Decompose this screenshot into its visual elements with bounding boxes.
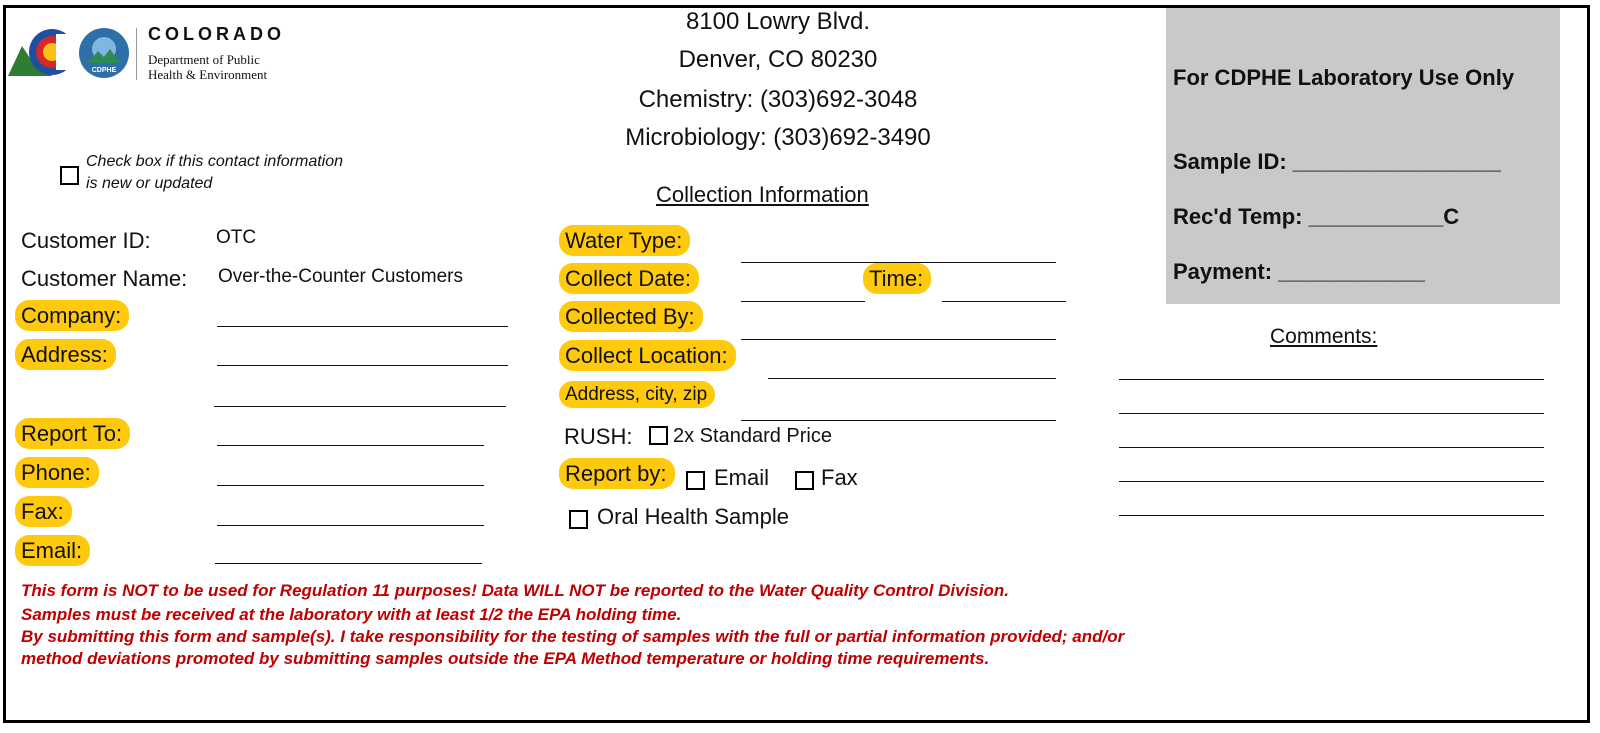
time-label: Time: bbox=[863, 266, 931, 292]
report-fax-checkbox[interactable] bbox=[795, 471, 814, 490]
collect-location-field[interactable] bbox=[768, 378, 1056, 379]
address-city-zip-field[interactable] bbox=[741, 420, 1056, 421]
fax-label: Fax: bbox=[15, 499, 72, 525]
time-field[interactable] bbox=[942, 301, 1066, 302]
fax-field[interactable] bbox=[217, 525, 484, 526]
logo-dept-line2: Health & Environment bbox=[148, 67, 268, 82]
customer-id-label: Customer ID: bbox=[21, 228, 151, 253]
report-email-checkbox[interactable] bbox=[686, 471, 705, 490]
sample-id-field[interactable]: Sample ID: _________________ bbox=[1173, 149, 1501, 174]
lab-chemistry-phone: Chemistry: (303)692-3048 bbox=[638, 86, 918, 113]
logo-dept-line1: Department of Public bbox=[148, 52, 260, 67]
phone-field[interactable] bbox=[217, 485, 484, 486]
lab-city: Denver, CO 80230 bbox=[678, 46, 878, 73]
report-by-label: Report by: bbox=[559, 461, 675, 487]
rush-label: RUSH: bbox=[564, 424, 633, 449]
address-label: Address: bbox=[15, 342, 116, 368]
contact-updated-checkbox[interactable] bbox=[60, 166, 79, 185]
collect-location-label: Collect Location: bbox=[559, 343, 736, 369]
email-label: Email: bbox=[15, 538, 90, 564]
colorado-c-icon bbox=[8, 24, 76, 82]
lab-microbiology-phone: Microbiology: (303)692-3490 bbox=[625, 124, 931, 151]
colorado-logo bbox=[8, 24, 76, 82]
customer-id-value: OTC bbox=[216, 227, 257, 248]
report-to-field[interactable] bbox=[217, 445, 484, 446]
email-field[interactable] bbox=[215, 563, 482, 564]
lab-use-title: For CDPHE Laboratory Use Only bbox=[1173, 65, 1515, 90]
company-label: Company: bbox=[15, 303, 129, 329]
comment-line-3[interactable] bbox=[1119, 447, 1544, 448]
comment-line-1[interactable] bbox=[1119, 379, 1544, 380]
cdphe-seal-icon bbox=[78, 27, 130, 79]
logo-divider bbox=[136, 28, 137, 80]
company-field[interactable] bbox=[217, 326, 508, 327]
address-city-zip-label: Address, city, zip bbox=[559, 382, 715, 408]
collect-date-field[interactable] bbox=[741, 301, 865, 302]
payment-field[interactable]: Payment: ____________ bbox=[1173, 259, 1425, 284]
cdphe-badge bbox=[78, 27, 130, 79]
comments-heading: Comments: bbox=[1270, 325, 1378, 348]
collected-by-label: Collected By: bbox=[559, 304, 703, 330]
warning-line-3: By submitting this form and sample(s). I take responsibility for the testing of samples with the full or partial information provided; and/or bbox=[21, 627, 1125, 646]
phone-label: Phone: bbox=[15, 460, 99, 486]
contact-updated-label-line2: is new or updated bbox=[86, 175, 213, 192]
oral-health-label: Oral Health Sample bbox=[597, 504, 789, 529]
warning-line-2: Samples must be received at the laboratory with at least 1/2 the EPA holding time. bbox=[21, 605, 682, 624]
contact-updated-label-line1: Check box if this contact information bbox=[86, 153, 344, 170]
report-fax-label: Fax bbox=[821, 465, 858, 490]
oral-health-checkbox[interactable] bbox=[569, 510, 588, 529]
logo-state-name: COLORADO bbox=[148, 24, 285, 44]
comment-line-4[interactable] bbox=[1119, 481, 1544, 482]
customer-name-value: Over-the-Counter Customers bbox=[218, 266, 463, 287]
warning-line-4: method deviations promoted by submitting samples outside the EPA Method temperature or holding time requirements. bbox=[21, 649, 990, 668]
rush-checkbox[interactable] bbox=[649, 426, 668, 445]
report-email-label: Email bbox=[714, 465, 770, 490]
warning-line-1: This form is NOT to be used for Regulation 11 purposes! Data WILL NOT be reported to the Water Quality Control Division. bbox=[21, 581, 1009, 600]
comment-line-5[interactable] bbox=[1119, 515, 1544, 516]
collection-heading: Collection Information bbox=[656, 182, 869, 207]
address-field-2[interactable] bbox=[214, 406, 506, 407]
svg-text:CDPHE: CDPHE bbox=[91, 67, 117, 74]
water-type-label: Water Type: bbox=[559, 228, 690, 254]
rush-option-label: 2x Standard Price bbox=[673, 425, 832, 447]
report-to-label: Report To: bbox=[15, 421, 130, 447]
lab-street: 8100 Lowry Blvd. bbox=[685, 8, 871, 35]
comment-line-2[interactable] bbox=[1119, 413, 1544, 414]
recd-temp-field[interactable]: Rec'd Temp: ___________C bbox=[1173, 204, 1460, 229]
address-field-1[interactable] bbox=[217, 365, 508, 366]
customer-name-label: Customer Name: bbox=[21, 266, 188, 291]
collected-by-field[interactable] bbox=[741, 339, 1056, 340]
collect-date-label: Collect Date: bbox=[559, 266, 699, 292]
